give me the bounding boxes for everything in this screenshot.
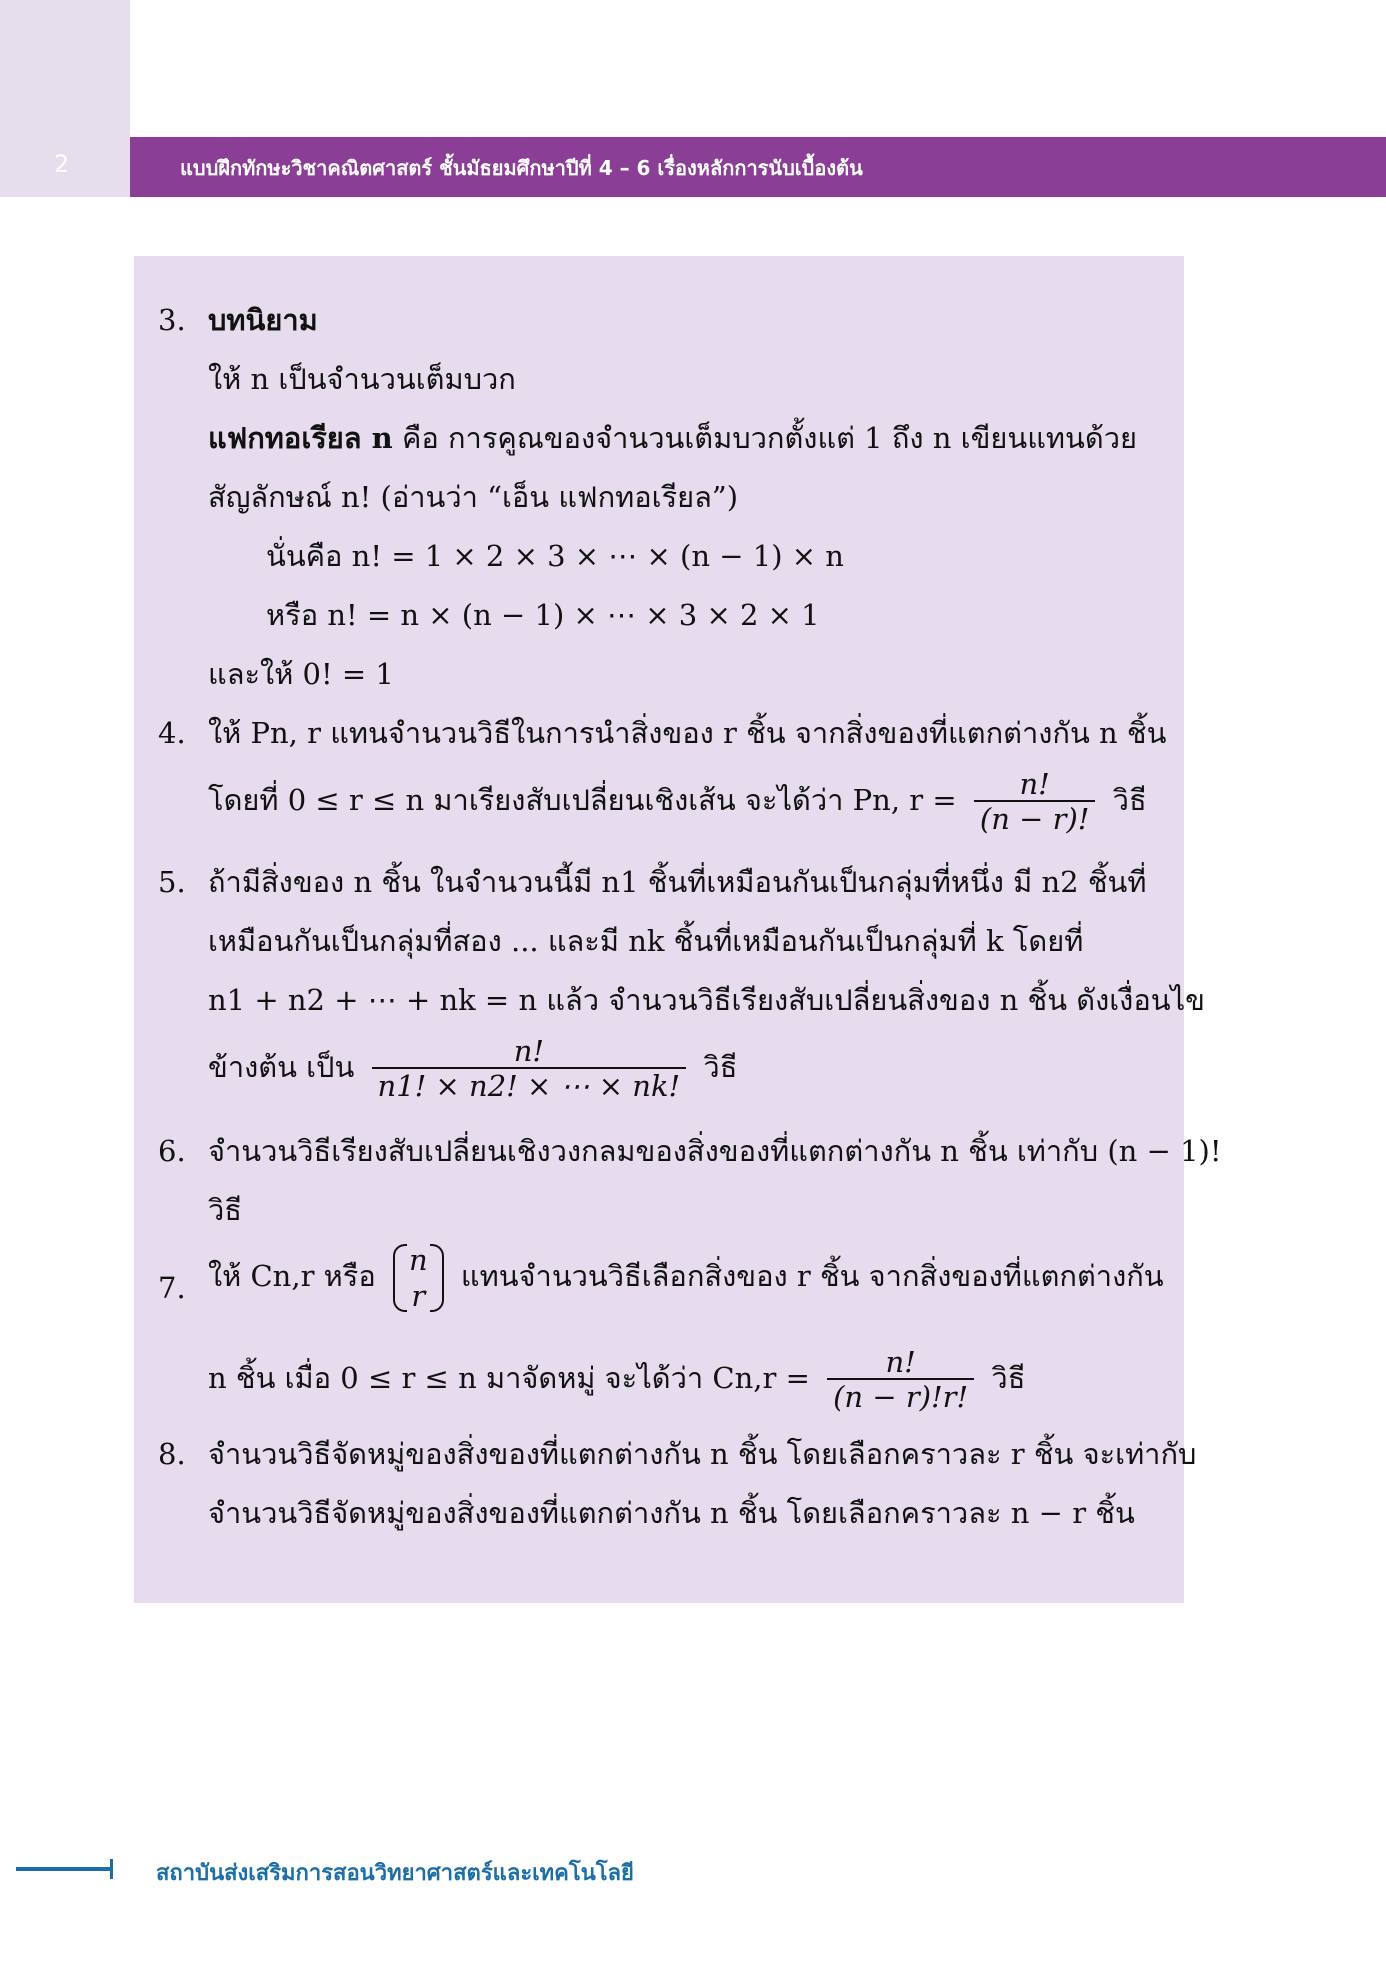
page-number: 2 — [54, 150, 70, 178]
item-4-line-1: ให้ Pn, r แทนจำนวนวิธีในการนำสิ่งของ r ชิ้น จากสิ่งของที่แตกต่างกัน n ชิ้น — [208, 716, 1167, 750]
item-7-line-2-text: n ชิ้น เมื่อ 0 ≤ r ≤ n มาจัดหมู่ จะได้ว่า Cn,r = — [208, 1361, 810, 1395]
item-8-number: 8. — [158, 1437, 186, 1471]
binomial-bottom: r — [411, 1279, 426, 1313]
combination-numerator: n! — [827, 1346, 974, 1380]
factorial-term: แฟกทอเรียล n — [208, 421, 393, 455]
item-3-line-2 — [208, 420, 1137, 456]
item-5-line-2: เหมือนกันเป็นกลุ่มที่สอง ... และมี nk ชิ้นที่เหมือนกันเป็นกลุ่มที่ k โดยที่ — [208, 924, 1084, 958]
binomial-top: n — [409, 1243, 428, 1277]
item-8-line-2: จำนวนวิธีจัดหมู่ของสิ่งของที่แตกต่างกัน n ชิ้น โดยเลือกคราวละ n − r ชิ้น — [208, 1496, 1135, 1530]
item-6-line-2: วิธี — [208, 1193, 242, 1227]
item-5-line-4-text: ข้างต้น เป็น — [208, 1050, 355, 1084]
item-4-line-2 — [208, 768, 1147, 836]
footer-institution: สถาบันส่งเสริมการสอนวิทยาศาสตร์และเทคโนโลยี — [156, 1861, 634, 1886]
item-3-zero-factorial: และให้ 0! = 1 — [208, 657, 394, 691]
item-7-line-1-text: ให้ Cn,r หรือ — [208, 1259, 376, 1293]
item-5-line-4 — [208, 1035, 737, 1103]
item-6-line-1: จำนวนวิธีเรียงสับเปลี่ยนเชิงวงกลมของสิ่งของที่แตกต่างกัน n ชิ้น เท่ากับ (n − 1)! — [208, 1134, 1222, 1168]
multiset-denominator: n1! × n2! × ⋯ × nk! — [377, 1069, 681, 1103]
permutation-denominator: (n − r)! — [979, 802, 1090, 836]
multiset-permutation-fraction — [372, 1035, 687, 1103]
item-4-line-2-text: โดยที่ 0 ≤ r ≤ n มาเรียงสับเปลี่ยนเชิงเส้น จะได้ว่า Pn, r = — [208, 783, 957, 817]
footer-tick — [110, 1859, 113, 1879]
item-3-heading: บทนิยาม — [208, 303, 318, 337]
item-3-formula-1: นั่นคือ n! = 1 × 2 × 3 × ⋯ × (n − 1) × n — [266, 539, 844, 573]
item-5-number: 5. — [158, 865, 186, 899]
item-7-unit: วิธี — [991, 1361, 1026, 1395]
item-4-number: 4. — [158, 716, 186, 750]
binomial-coefficient — [393, 1242, 444, 1314]
multiset-numerator: n! — [372, 1035, 687, 1069]
item-7-number: 7. — [158, 1271, 186, 1305]
item-5-unit: วิธี — [703, 1050, 738, 1084]
item-8-line-1: จำนวนวิธีจัดหมู่ของสิ่งของที่แตกต่างกัน n ชิ้น โดยเลือกคราวละ r ชิ้น จะเท่ากับ — [208, 1437, 1197, 1471]
item-5-line-1: ถ้ามีสิ่งของ n ชิ้น ในจำนวนนี้มี n1 ชิ้นที่เหมือนกันเป็นกลุ่มที่หนึ่ง มี n2 ชิ้นที่ — [208, 865, 1147, 899]
header-title: แบบฝึกทักษะวิชาคณิตศาสตร์ ชั้นมัธยมศึกษาปีที่ 4 – 6 เรื่องหลักการนับเบื้องต้น — [180, 156, 863, 180]
combination-fraction — [827, 1346, 974, 1414]
permutation-numerator: n! — [974, 768, 1096, 802]
item-3-formula-2: หรือ n! = n × (n − 1) × ⋯ × 3 × 2 × 1 — [266, 598, 820, 632]
item-7-line-1 — [208, 1242, 1164, 1314]
permutation-fraction — [974, 768, 1096, 836]
item-3-number: 3. — [158, 303, 186, 337]
combination-denominator: (n − r)!r! — [833, 1380, 969, 1414]
item-7-line-2 — [208, 1346, 1025, 1414]
item-3-line-1: ให้ n เป็นจำนวนเต็มบวก — [208, 362, 516, 396]
item-3-line-2-rest: คือ การคูณของจำนวนเต็มบวกตั้งแต่ 1 ถึง n เขียนแทนด้วย — [392, 421, 1137, 455]
item-6-number: 6. — [158, 1134, 186, 1168]
footer-rule — [16, 1867, 110, 1871]
item-7-line-1-rest: แทนจำนวนวิธีเลือกสิ่งของ r ชิ้น จากสิ่งของที่แตกต่างกัน — [460, 1259, 1164, 1293]
item-5-line-3: n1 + n2 + ⋯ + nk = n แล้ว จำนวนวิธีเรียงสับเปลี่ยนสิ่งของ n ชิ้น ดังเงื่อนไข — [208, 983, 1205, 1017]
item-4-unit: วิธี — [1112, 783, 1147, 817]
item-3-line-3: สัญลักษณ์ n! (อ่านว่า “เอ็น แฟกทอเรียล”) — [208, 480, 739, 514]
